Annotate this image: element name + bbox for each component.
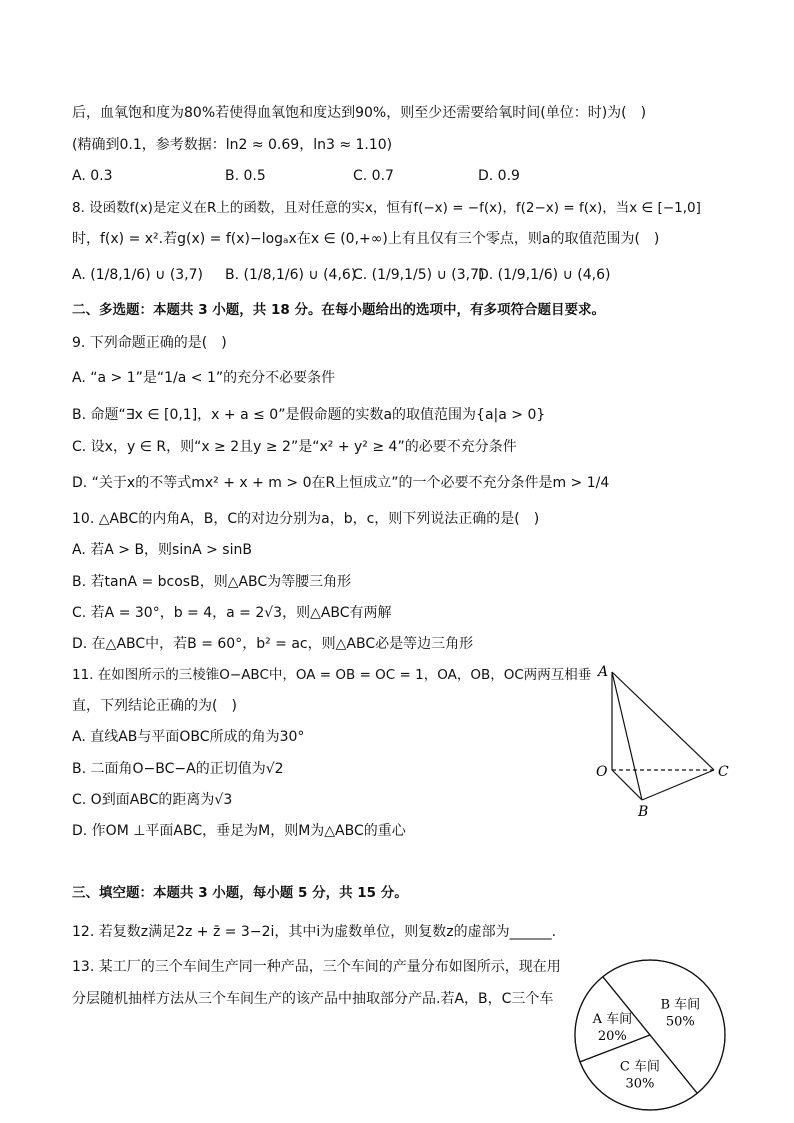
q8-option-a: A. (1/8,1/6) ∪ (3,7) (72, 267, 204, 283)
q11-line2: 直，下列结论正确的为( ) (72, 698, 237, 714)
pie-chart (570, 955, 730, 1115)
q9-option-b: B. 命题“∃x ∈ [0,1]，x + a ≤ 0”是假命题的实数a的取值范围为{a|a > 0} (72, 407, 546, 423)
q13-line2: 分层随机抽样方法从三个车间生产的该产品中抽取部分产品.若A，B，C三个车 (72, 991, 554, 1007)
pie-category-label: A 车间 (592, 1011, 633, 1027)
edge-AC (612, 672, 714, 770)
edge-BC (642, 770, 714, 800)
q11-option-d: D. 作OM ⊥平面ABC，垂足为M，则M为△ABC的重心 (72, 823, 406, 839)
pie-value-label: 50% (665, 1014, 695, 1030)
pie-value-label: 20% (597, 1028, 627, 1044)
q10-option-c: C. 若A = 30°，b = 4，a = 2√3，则△ABC有两解 (72, 605, 392, 621)
vertex-label-a: A (598, 664, 609, 680)
q7-option-d: D. 0.9 (478, 168, 520, 184)
q8-option-b: B. (1/8,1/6) ∪ (4,6) (225, 267, 357, 283)
q10-option-a: A. 若A > B，则sinA > sinB (72, 542, 252, 558)
q11-line1: 11. 在如图所示的三棱锥O−ABC中，OA = OB = OC = 1，OA，OB，OC两两互相垂 (72, 667, 592, 683)
vertex-label-c: C (718, 764, 729, 780)
section-3-heading: 三、填空题：本题共 3 小题，每小题 5 分，共 15 分。 (72, 885, 408, 901)
pie-value-label: 30% (625, 1076, 655, 1092)
q8-line2: 时，f(x) = x².若g(x) = f(x)−logₐx在x ∈ (0,+∞)上有且仅有三个零点，则a的取值范围为( ) (72, 231, 660, 247)
q9-option-c: C. 设x，y ∈ R，则“x ≥ 2且y ≥ 2”是“x² + y² ≥ 4”的必要不充分条件 (72, 439, 517, 455)
q10-option-b: B. 若tanA = bcosB，则△ABC为等腰三角形 (72, 574, 352, 590)
q12-text: 12. 若复数z满足2z + z̄ = 3−2i，其中i为虚数单位，则复数z的虚部为______. (72, 924, 557, 940)
q10-stem: 10. △ABC的内角A，B，C的对边分别为a，b，c，则下列说法正确的是( ) (72, 511, 540, 527)
q13-line1: 13. 某工厂的三个车间生产同一种产品，三个车间的产量分布如图所示，现在用 (72, 959, 561, 975)
q7-option-c: C. 0.7 (353, 168, 394, 184)
q11-option-b: B. 二面角O−BC−A的正切值为√2 (72, 761, 284, 777)
q7-line1: 后，血氧饱和度为80%若使得血氧饱和度达到90%，则至少还需要给氧时间(单位：时)为( ) (72, 105, 647, 121)
q7-line2: (精确到0.1，参考数据：ln2 ≈ 0.69，ln3 ≈ 1.10) (72, 137, 393, 153)
vertex-label-o: O (596, 764, 608, 780)
tetrahedron-figure (590, 658, 730, 823)
q8-option-c: C. (1/9,1/5) ∪ (3,7) (353, 267, 485, 283)
q7-option-a: A. 0.3 (72, 168, 113, 184)
q11-option-a: A. 直线AB与平面OBC所成的角为30° (72, 729, 305, 745)
q11-option-c: C. O到面ABC的距离为√3 (72, 792, 233, 808)
q7-option-b: B. 0.5 (225, 168, 266, 184)
pie-category-label: B 车间 (660, 997, 701, 1013)
q10-option-d: D. 在△ABC中，若B = 60°，b² = ac，则△ABC必是等边三角形 (72, 636, 474, 652)
q8-option-d: D. (1/9,1/6) ∪ (4,6) (478, 267, 611, 283)
vertex-label-b: B (638, 804, 649, 820)
pie-category-label: C 车间 (619, 1059, 660, 1075)
edge-AB (612, 672, 642, 800)
q8-line1: 8. 设函数f(x)是定义在R上的函数，且对任意的实x，恒有f(−x) = −f(x)，f(2−x) = f(x)，当x ∈ [−1,0] (72, 200, 701, 216)
q9-option-a: A. “a > 1”是“1/a < 1”的充分不必要条件 (72, 370, 336, 386)
q9-stem: 9. 下列命题正确的是( ) (72, 335, 227, 351)
q9-option-d: D. “关于x的不等式mx² + x + m > 0在R上恒成立”的一个必要不充分条件是m > 1/4 (72, 475, 610, 491)
edge-OB (612, 770, 642, 800)
section-2-heading: 二、多选题：本题共 3 小题，共 18 分。在每小题给出的选项中，有多项符合题目要求。 (72, 302, 605, 318)
